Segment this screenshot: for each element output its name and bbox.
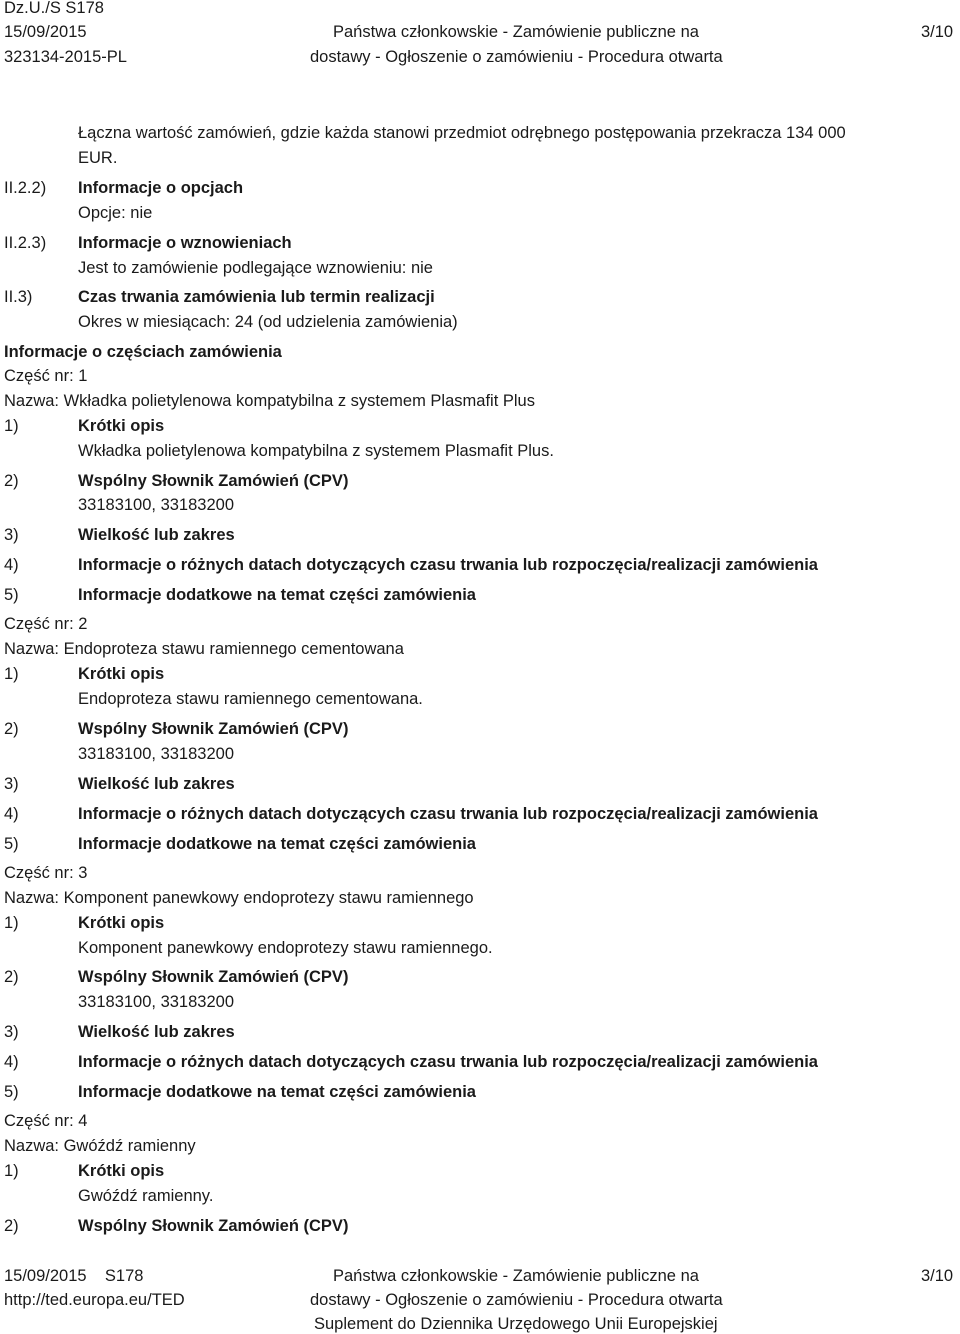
item-number: 2) <box>4 1217 19 1235</box>
part-number: Część nr: 2 <box>4 615 88 633</box>
item-number: 4) <box>4 1053 19 1071</box>
part-number: Część nr: 1 <box>4 367 88 385</box>
intro-line2: EUR. <box>78 149 118 167</box>
footer-title-line3: Suplement do Dziennika Urzędowego Unii Europejskiej <box>314 1315 718 1333</box>
item-number: 4) <box>4 556 19 574</box>
item-value: 33183100, 33183200 <box>78 496 234 514</box>
item-value: 33183100, 33183200 <box>78 993 234 1011</box>
item-number: 2) <box>4 968 19 986</box>
item-number: 1) <box>4 1162 19 1180</box>
item-label: Informacje dodatkowe na temat części zamówienia <box>78 835 476 853</box>
item-number: 3) <box>4 1023 19 1041</box>
item-label: Wspólny Słownik Zamówień (CPV) <box>78 1217 349 1235</box>
part-name: Nazwa: Endoproteza stawu ramiennego cementowana <box>4 640 404 658</box>
item-label: Informacje dodatkowe na temat części zamówienia <box>78 586 476 604</box>
item-value: Gwóźdź ramienny. <box>78 1187 214 1205</box>
item-label: Wspólny Słownik Zamówień (CPV) <box>78 720 349 738</box>
section-number: II.2.2) <box>4 179 47 197</box>
header-title-line1: Państwa członkowskie - Zamówienie publiczne na <box>333 23 699 41</box>
header-date: 15/09/2015 <box>4 23 87 41</box>
item-number: 4) <box>4 805 19 823</box>
section-value: Jest to zamówienie podlegające wznowieniu: nie <box>78 259 433 277</box>
item-value: 33183100, 33183200 <box>78 745 234 763</box>
section-number: II.2.3) <box>4 234 47 252</box>
item-number: 2) <box>4 720 19 738</box>
section-value: Opcje: nie <box>78 204 153 222</box>
item-label: Informacje dodatkowe na temat części zamówienia <box>78 1083 476 1101</box>
part-name: Nazwa: Gwóźdź ramienny <box>4 1137 196 1155</box>
section-title: Informacje o wznowieniach <box>78 234 292 252</box>
item-number: 3) <box>4 526 19 544</box>
footer-url[interactable]: http://ted.europa.eu/TED <box>4 1291 185 1309</box>
item-number: 3) <box>4 775 19 793</box>
item-label: Krótki opis <box>78 665 165 683</box>
part-number: Część nr: 3 <box>4 864 88 882</box>
item-label: Wielkość lub zakres <box>78 526 235 544</box>
item-label: Informacje o różnych datach dotyczących czasu trwania lub rozpoczęcia/realizacji zamówienia <box>78 556 818 574</box>
section-title: Informacje o opcjach <box>78 179 244 197</box>
part-number: Część nr: 4 <box>4 1112 88 1130</box>
footer-title-line1: Państwa członkowskie - Zamówienie publiczne na <box>333 1267 699 1285</box>
footer-title-line2: dostawy - Ogłoszenie o zamówieniu - Procedura otwarta <box>310 1291 723 1309</box>
parts-heading: Informacje o częściach zamówienia <box>4 343 282 361</box>
footer-date-issue: 15/09/2015 S178 <box>4 1267 144 1285</box>
header-notice-number: 323134-2015-PL <box>4 48 127 66</box>
footer-page-number: 3/10 <box>921 1267 954 1285</box>
item-label: Wspólny Słownik Zamówień (CPV) <box>78 968 349 986</box>
item-number: 1) <box>4 417 19 435</box>
item-value: Komponent panewkowy endoprotezy stawu ramiennego. <box>78 939 493 957</box>
header-title-line2: dostawy - Ogłoszenie o zamówieniu - Procedura otwarta <box>310 48 723 66</box>
item-label: Wielkość lub zakres <box>78 1023 235 1041</box>
item-value: Endoproteza stawu ramiennego cementowana. <box>78 690 423 708</box>
part-name: Nazwa: Komponent panewkowy endoprotezy stawu ramiennego <box>4 889 474 907</box>
item-label: Krótki opis <box>78 914 165 932</box>
item-number: 2) <box>4 472 19 490</box>
item-value: Wkładka polietylenowa kompatybilna z systemem Plasmafit Plus. <box>78 442 554 460</box>
section-value: Okres w miesiącach: 24 (od udzielenia zamówienia) <box>78 313 458 331</box>
section-title: Czas trwania zamówienia lub termin realizacji <box>78 288 435 306</box>
item-label: Informacje o różnych datach dotyczących czasu trwania lub rozpoczęcia/realizacji zamówienia <box>78 1053 818 1071</box>
item-label: Informacje o różnych datach dotyczących czasu trwania lub rozpoczęcia/realizacji zamówienia <box>78 805 818 823</box>
item-number: 1) <box>4 665 19 683</box>
item-label: Wspólny Słownik Zamówień (CPV) <box>78 472 349 490</box>
part-name: Nazwa: Wkładka polietylenowa kompatybilna z systemem Plasmafit Plus <box>4 392 535 410</box>
header-doc-ref: Dz.U./S S178 <box>4 0 104 17</box>
item-label: Wielkość lub zakres <box>78 775 235 793</box>
item-label: Krótki opis <box>78 1162 165 1180</box>
section-number: II.3) <box>4 288 33 306</box>
item-number: 1) <box>4 914 19 932</box>
item-number: 5) <box>4 586 19 604</box>
header-page-number: 3/10 <box>921 23 954 41</box>
intro-line1: Łączna wartość zamówień, gdzie każda stanowi przedmiot odrębnego postępowania przekracza 134 000 <box>78 124 846 142</box>
item-number: 5) <box>4 1083 19 1101</box>
item-number: 5) <box>4 835 19 853</box>
item-label: Krótki opis <box>78 417 165 435</box>
